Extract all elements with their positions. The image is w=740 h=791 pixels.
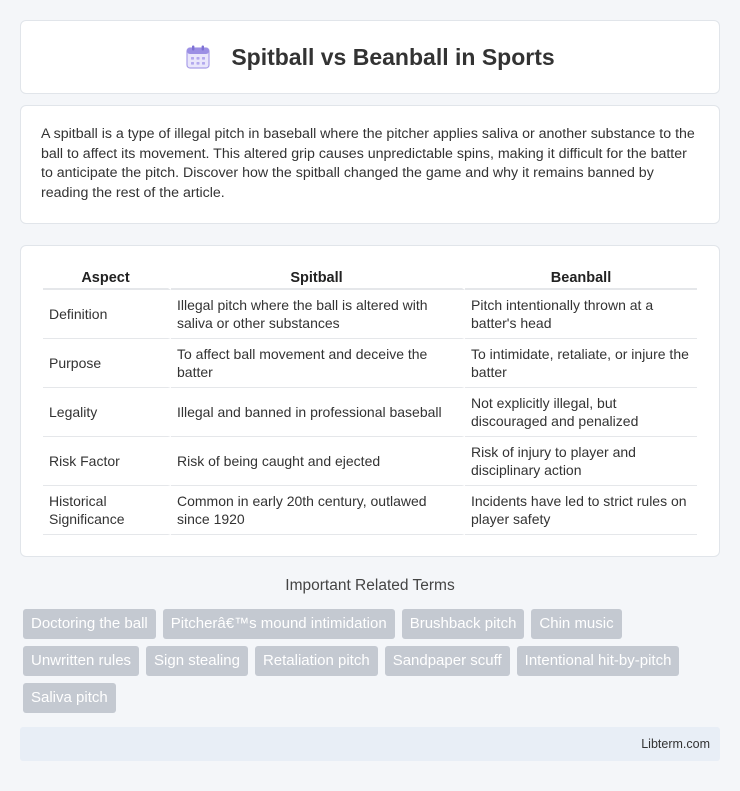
table-row <box>43 437 697 486</box>
related-terms-title: Important Related Terms <box>285 577 455 594</box>
header-aspect: Aspect <box>43 266 171 290</box>
row-beanball: To intimidate, retaliate, or injure the batter <box>465 339 697 388</box>
row-spitball: Common in early 20th century, outlawed since 1920 <box>171 486 465 535</box>
row-spitball: Illegal pitch where the ball is altered with saliva or other substances <box>171 290 465 339</box>
related-term-tag[interactable]: Intentional hit-by-pitch <box>517 646 680 676</box>
row-spitball: Risk of being caught and ejected <box>171 437 465 486</box>
row-aspect: Historical Significance <box>43 486 171 535</box>
page-title: Spitball vs Beanball in Sports <box>231 43 555 70</box>
header-card <box>20 20 720 94</box>
row-spitball: Illegal and banned in professional baseball <box>171 388 465 437</box>
row-aspect: Definition <box>43 290 171 339</box>
table-row <box>43 486 697 535</box>
related-term-tag[interactable]: Doctoring the ball <box>23 609 156 639</box>
table-row <box>43 339 697 388</box>
related-term-tag[interactable]: Saliva pitch <box>23 683 116 713</box>
related-terms-list <box>23 609 723 713</box>
related-term-tag[interactable]: Sign stealing <box>146 646 248 676</box>
row-beanball: Incidents have led to strict rules on player safety <box>465 486 697 535</box>
footer <box>20 727 720 761</box>
row-aspect: Risk Factor <box>43 437 171 486</box>
header-spitball: Spitball <box>171 266 465 290</box>
intro-text: A spitball is a type of illegal pitch in baseball where the pitcher applies saliva or another substance to the ball to affect its movement. This altered grip causes unpredictable spins, making it difficult for the batter to anticipate the pitch. Discover how the spitball changed the game and why it remains banned by reading the rest of the article. <box>41 126 695 201</box>
row-aspect: Purpose <box>43 339 171 388</box>
row-spitball: To affect ball movement and deceive the batter <box>171 339 465 388</box>
related-term-tag[interactable]: Unwritten rules <box>23 646 139 676</box>
row-beanball: Risk of injury to player and disciplinary action <box>465 437 697 486</box>
intro-card <box>20 105 720 224</box>
related-term-tag[interactable]: Chin music <box>531 609 621 639</box>
calendar-icon <box>185 44 211 70</box>
comparison-table-card <box>20 245 720 557</box>
related-term-tag[interactable]: Brushback pitch <box>402 609 525 639</box>
table-row <box>43 388 697 437</box>
table-row <box>43 290 697 339</box>
footer-site-link[interactable]: Libterm.com <box>641 737 710 751</box>
related-term-tag[interactable]: Retaliation pitch <box>255 646 378 676</box>
header-beanball: Beanball <box>465 266 697 290</box>
row-beanball: Not explicitly illegal, but discouraged and penalized <box>465 388 697 437</box>
related-term-tag[interactable]: Sandpaper scuff <box>385 646 510 676</box>
table-header-row <box>43 266 697 290</box>
row-beanball: Pitch intentionally thrown at a batter's head <box>465 290 697 339</box>
comparison-table <box>43 266 697 535</box>
row-aspect: Legality <box>43 388 171 437</box>
related-term-tag[interactable]: Pitcherâ€™s mound intimidation <box>163 609 395 639</box>
